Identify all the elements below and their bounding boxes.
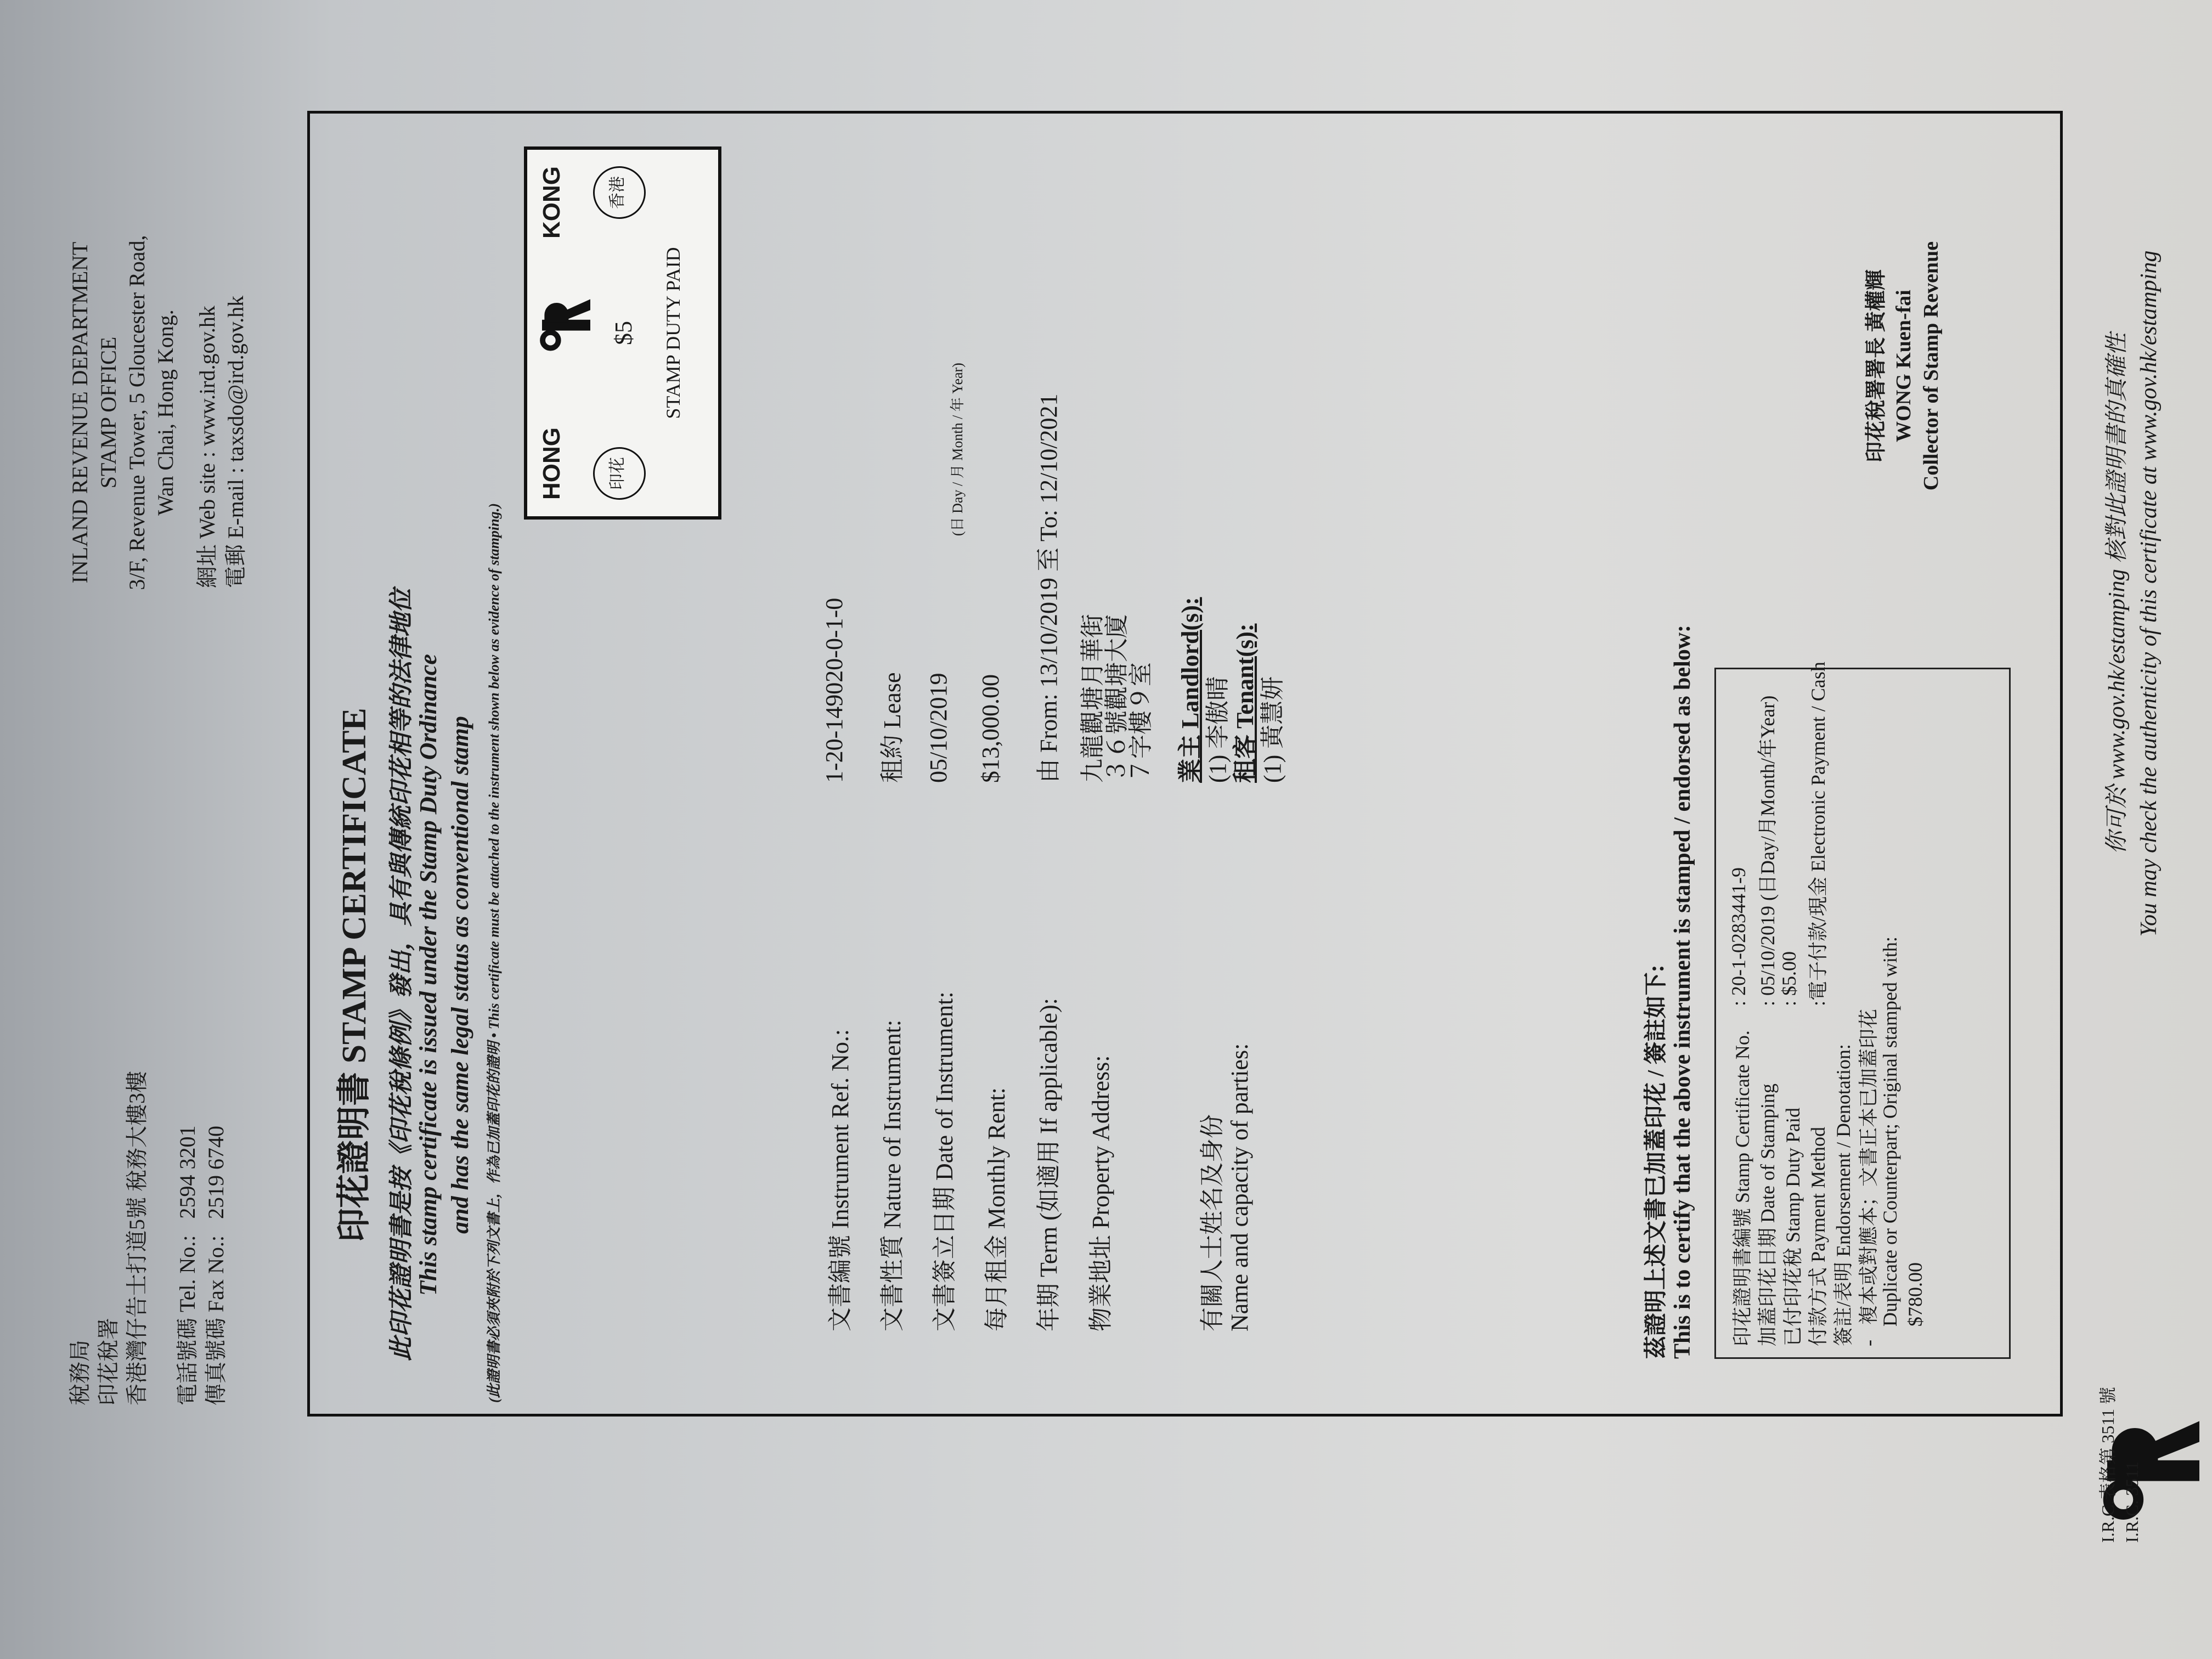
address-zh: 香港灣仔告士打道5號 稅務大樓3樓: [125, 1071, 149, 1406]
parties-value: [1177, 597, 1286, 783]
website-line: 網址 Web site : www.ird.gov.hk: [195, 306, 219, 588]
certificate-title: 印花證明書 STAMP CERTIFICATE: [336, 708, 373, 1242]
nature-value: 租約 Lease: [879, 672, 906, 783]
collector-title-en: Collector of Stamp Revenue: [1920, 241, 1943, 491]
landlord-heading: 業主 Landlord(s):: [1177, 597, 1204, 783]
stamp-kong: KONG: [538, 166, 565, 239]
email-link[interactable]: taxsdo@ird.gov.hk: [223, 295, 248, 462]
stamp-certificate-page: [0, 105, 2212, 1554]
certify-zh: 茲證明上述文書已加蓋印花 / 簽註如下:: [1644, 964, 1669, 1359]
stamp-seal-left: 印花: [593, 447, 646, 500]
parties-label-zh: 有關人士姓名及身份: [1199, 1114, 1226, 1331]
collector-name-en: WONG Kuen-fai: [1892, 290, 1915, 442]
website-link[interactable]: www.ird.gov.hk: [195, 306, 219, 447]
tenant-1: (1) 黃慧妍: [1259, 676, 1286, 783]
collector-block: [1863, 141, 1945, 591]
endorsement-line-2: Duplicate or Counterpart; Original stamped with:: [1879, 936, 1901, 1346]
stamp-seal-right: 香港: [593, 166, 646, 219]
title-line-en-2: and has the same legal status as conventional stamp: [447, 716, 473, 1234]
certify-en: This is to certify that the above instrument is stamped / endorsed as below:: [1670, 624, 1695, 1359]
fax-line: 傳真號碼 Fax No.: 2519 6740: [204, 1126, 228, 1406]
footer-en: You may check the authenticity of this certificate at www.gov.hk/estamping: [2136, 250, 2162, 937]
endorsement-line-1: - 複本或對應本；文書正本已加蓋印花: [1858, 1009, 1880, 1346]
tel-line: 電話號碼 Tel. No.: 2594 3201: [175, 1125, 200, 1406]
footer-zh: 你可於 www.gov.hk/estamping 核對此證明書的真確性: [2104, 332, 2130, 855]
stamp-certificate-details: 印花證明書編號 Stamp Certificate No. : 20-1-0283441-9 加蓋印花日期 Date of Stamping : 05/10/2019 (日Day/月Month/年Year) 已付印花稅 Stamp Duty Paid : $5.00 付款方式 Payment Method :電子付款/現金 Electronic Payment / Cash 簽註/表明 Endorsement / Denotation: - 複本或對應本；文書正本已加蓋印花 Duplicate or Counterpart; Original stamped with: $780.00: [1714, 668, 2011, 1359]
dept-en: INLAND REVENUE DEPARTMENT: [67, 241, 92, 584]
parties-label-en: Name and capacity of parties:: [1226, 1043, 1253, 1331]
stamp-amount: $5: [610, 321, 637, 345]
ref-no-value: 1-20-149020-0-1-0: [821, 597, 848, 783]
payment-method-value: :電子付款/現金 Electronic Payment / Cash: [1807, 662, 1829, 1006]
stamp-caption: STAMP DUTY PAID: [662, 247, 684, 419]
date-value: 05/10/2019: [925, 673, 952, 783]
title-line-zh: 此印花證明書是按《印花稅條例》發出，具有與傳統印花相等的法律地位: [388, 589, 415, 1361]
stamp-ird-logo-icon: [536, 297, 596, 357]
certificate-frame: [307, 111, 2063, 1417]
endorsement-line-3: $780.00: [1904, 1262, 1926, 1346]
instrument-details: 文書編號 Instrument Ref. No.: 1-20-149020-0-1-0 文書性質 Nature of Instrument: 租約 Lease 文書簽立日期 Date of Instrument: 05/10/2019 (日 Day / 月 Month / 年 Year) 每月租金 Monthly Rent: $13,000.00 年期 Term (如適用 If applicable): 由 From: 13/10/2019 至 To: 12/10/2021 物業地址 Property Address: 九龍觀塘月華街 ３６號觀塘大廈 ７字樓９室 有關人士姓名及身份 Name and capacity of parties: 業主 Landlord(s): (1) 李傲晴 租客 Tenant(s): (1) 黃慧妍: [821, 363, 1286, 1331]
fax-number: 2519 6740: [204, 1126, 228, 1219]
stamp-duty-paid-stamp: [524, 146, 721, 520]
form-number-en: I.R.C. 3511: [2122, 1461, 2142, 1543]
office-en: STAMP OFFICE: [96, 336, 121, 489]
certificate-no-value: : 20-1-0283441-9: [1728, 867, 1750, 1006]
office-zh: 印花稅署: [96, 1318, 121, 1406]
stamping-date-value: : 05/10/2019 (日Day/月Month/年Year): [1757, 695, 1779, 1006]
landlord-1: (1) 李傲晴: [1204, 676, 1231, 783]
tel-number: 2594 3201: [175, 1125, 200, 1219]
duty-paid-value: : $5.00: [1778, 951, 1800, 1006]
address-en-1: 3/F, Revenue Tower, 5 Gloucester Road,: [125, 235, 149, 590]
tenant-heading: 租客 Tenant(s):: [1232, 623, 1259, 783]
stamp-hong: HONG: [538, 427, 565, 500]
date-format-hint: (日 Day / 月 Month / 年 Year): [950, 363, 966, 536]
attachment-note: (此證明書必須夾附於下列文書上，作為已加蓋印花的證明 • This certificate must be attached to the instrument shown below as evidence of stamping.): [486, 503, 502, 1403]
email-line: 電郵 E-mail : taxsdo@ird.gov.hk: [223, 295, 248, 588]
address-value: 九龍觀塘月華街 ３６號觀塘大廈 ７字樓９室: [1079, 614, 1154, 783]
footer: [2101, 127, 2165, 1060]
form-number: [2096, 1387, 2144, 1543]
collector-title-zh: 印花稅署署長 黃權輝: [1865, 269, 1888, 462]
header-right: [66, 160, 250, 665]
title-line-en-1: This stamp certificate is issued under the Stamp Duty Ordinance: [415, 654, 442, 1296]
dept-zh: 稅務局: [67, 1340, 92, 1406]
address-en-2: Wan Chai, Hong Kong.: [153, 309, 178, 516]
header-left: [66, 1071, 230, 1406]
form-number-zh: I.R.C.表格第 3511 號: [2098, 1386, 2118, 1543]
term-value: 由 From: 13/10/2019 至 To: 12/10/2021: [1035, 393, 1062, 783]
rent-value: $13,000.00: [977, 674, 1004, 783]
